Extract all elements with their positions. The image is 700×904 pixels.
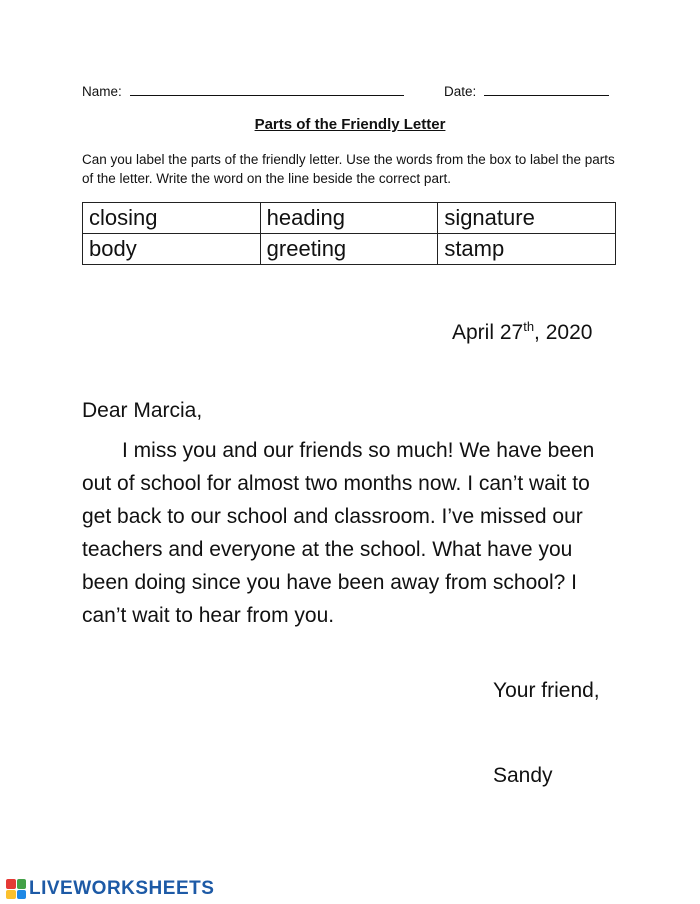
letter-heading-date [452, 310, 592, 349]
name-field-row [82, 84, 404, 99]
liveworksheets-logo[interactable] [6, 878, 214, 900]
word-cell-signature: signature [438, 203, 616, 234]
letter-body-paragraph: I miss you and our friends so much! We have been out of school for almost two months now. I can’t wait to get back to our school and classroom. I’ve missed our teachers and everyone at the school. What have you been doing since you have been away from school? I can’t wait to hear from you. [82, 439, 595, 627]
name-label: Name: [82, 84, 122, 99]
word-box-row [83, 234, 616, 265]
word-box [82, 202, 616, 265]
word-cell-heading: heading [260, 203, 438, 234]
word-cell-body: body [83, 234, 261, 265]
name-blank-line[interactable] [130, 95, 404, 96]
word-cell-stamp: stamp [438, 234, 616, 265]
date-label: Date: [444, 84, 477, 99]
letter-signature: Sandy [493, 764, 553, 787]
logo-text: LIVEWORKSHEETS [29, 878, 215, 899]
date-field-row [444, 84, 609, 99]
letter-greeting: Dear Marcia, [82, 399, 203, 422]
liveworksheets-logo-icon [6, 879, 26, 899]
letter-date-year: , 2020 [534, 321, 593, 344]
word-cell-closing: closing [83, 203, 261, 234]
word-box-row [83, 203, 616, 234]
letter-body [82, 434, 617, 632]
worksheet-title: Parts of the Friendly Letter [254, 116, 446, 133]
letter-date-ordinal: th [523, 319, 535, 334]
date-blank-line[interactable] [484, 95, 609, 96]
word-cell-greeting: greeting [260, 234, 438, 265]
letter-closing: Your friend, [493, 679, 600, 702]
letter-date-main: April 27 [452, 321, 524, 344]
instructions: Can you label the parts of the friendly letter. Use the words from the box to label the parts of the letter. Write the word on the line beside the correct part. [82, 152, 615, 186]
